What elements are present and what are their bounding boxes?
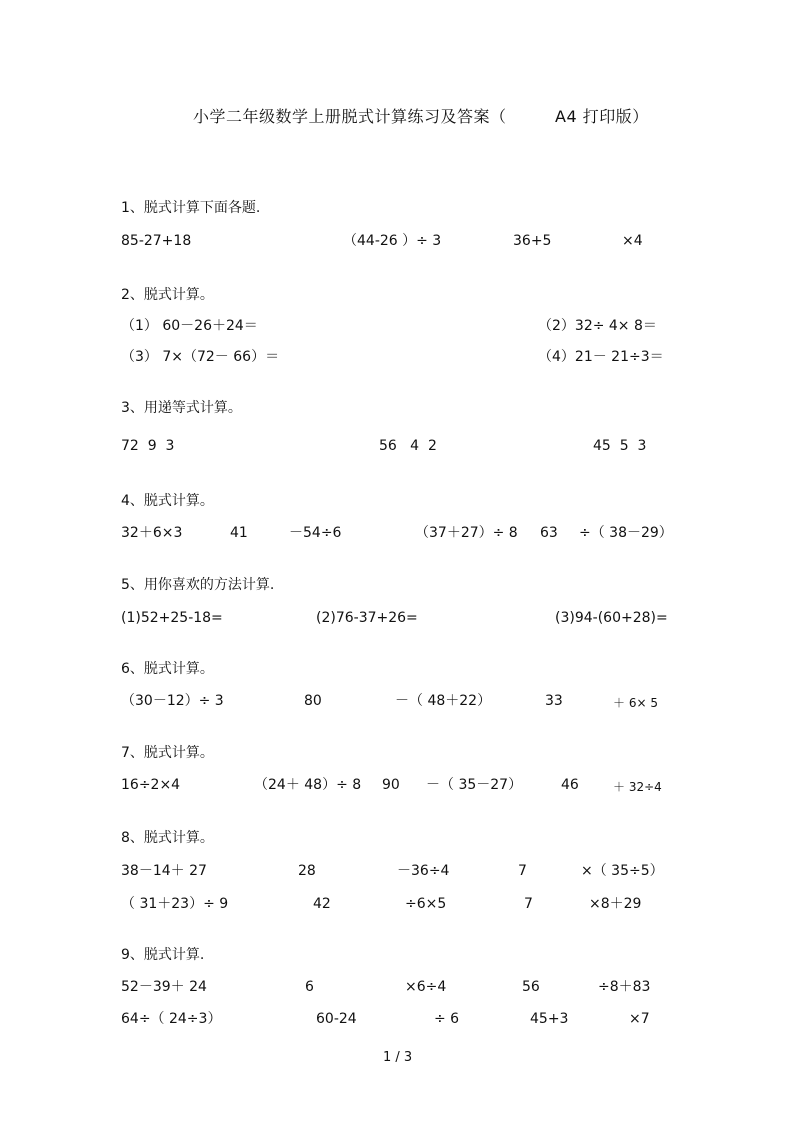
section-heading: 2、脱式计算。 [121, 287, 214, 303]
expression: 7 [524, 896, 533, 912]
expression: （44-26 ）÷ 3 [343, 233, 442, 249]
expression: （37＋27）÷ 8 [415, 525, 518, 541]
expression: －（ 35－27） [426, 777, 523, 793]
expression: 16÷2×4 [121, 777, 181, 793]
expression: ×6÷4 [405, 979, 447, 995]
expression: 33 [545, 693, 563, 709]
expression: 85-27+18 [121, 233, 192, 249]
section-heading: 8、脱式计算。 [121, 830, 214, 846]
section-heading: 7、脱式计算。 [121, 745, 214, 761]
expression: 56 [522, 979, 540, 995]
expression: ×4 [622, 233, 643, 249]
expression: 28 [298, 863, 316, 879]
expression: (2)76-37+26= [316, 610, 418, 626]
expression: （1） 60－26＋24＝ [121, 318, 258, 334]
expression: －（ 48＋22） [395, 693, 492, 709]
expression: －54÷6 [289, 525, 342, 541]
expression: （4）21－ 21÷3＝ [538, 349, 664, 365]
title-main: 小学二年级数学上册脱式计算练习及答案（ [193, 107, 507, 126]
expression: 64÷（ 24÷3） [121, 1011, 222, 1027]
expression: 72 9 3 [121, 438, 175, 454]
expression: 36+5 [513, 233, 552, 249]
expression: 42 [313, 896, 331, 912]
expression: 38－14＋ 27 [121, 863, 207, 879]
section-heading: 3、用递等式计算。 [121, 400, 242, 416]
expression: ×7 [629, 1011, 650, 1027]
expression: （30－12）÷ 3 [121, 693, 224, 709]
section-heading: 6、脱式计算。 [121, 661, 214, 677]
expression: 56 4 2 [379, 438, 437, 454]
expression: 32＋6×3 [121, 525, 183, 541]
expression: 41 [230, 525, 248, 541]
expression: 7 [518, 863, 527, 879]
expression: （ 31＋23）÷ 9 [121, 896, 229, 912]
section-heading: 1、脱式计算下面各题. [121, 200, 261, 216]
section-heading: 4、脱式计算。 [121, 493, 214, 509]
expression: ×8＋29 [589, 896, 642, 912]
expression: 52－39＋ 24 [121, 979, 207, 995]
section-heading: 5、用你喜欢的方法计算. [121, 577, 275, 593]
expression: 45 5 3 [593, 438, 647, 454]
expression: ÷（ 38－29） [579, 525, 673, 541]
expression: ＋ 6× 5 [613, 696, 658, 710]
expression: (3)94-(60+28)= [555, 610, 668, 626]
expression: ÷6×5 [405, 896, 447, 912]
expression: 46 [561, 777, 579, 793]
title-tail: A4 打印版） [555, 107, 649, 126]
expression: (1)52+25-18= [121, 610, 223, 626]
section-heading: 9、脱式计算. [121, 947, 205, 963]
expression: （24＋ 48）÷ 8 [254, 777, 362, 793]
expression: ÷ 6 [434, 1011, 460, 1027]
expression: 6 [305, 979, 314, 995]
expression: 45+3 [530, 1011, 569, 1027]
expression: －36÷4 [397, 863, 450, 879]
expression: （2）32÷ 4× 8＝ [538, 318, 657, 334]
expression: ×（ 35÷5） [581, 863, 664, 879]
expression: 60-24 [316, 1011, 357, 1027]
expression: 90 [382, 777, 400, 793]
page-number: 1 / 3 [383, 1050, 413, 1065]
expression: ＋ 32÷4 [613, 780, 662, 794]
expression: 80 [304, 693, 322, 709]
expression: 63 [540, 525, 558, 541]
expression: ÷8＋83 [598, 979, 651, 995]
expression: （3） 7×（72－ 66）＝ [121, 349, 280, 365]
